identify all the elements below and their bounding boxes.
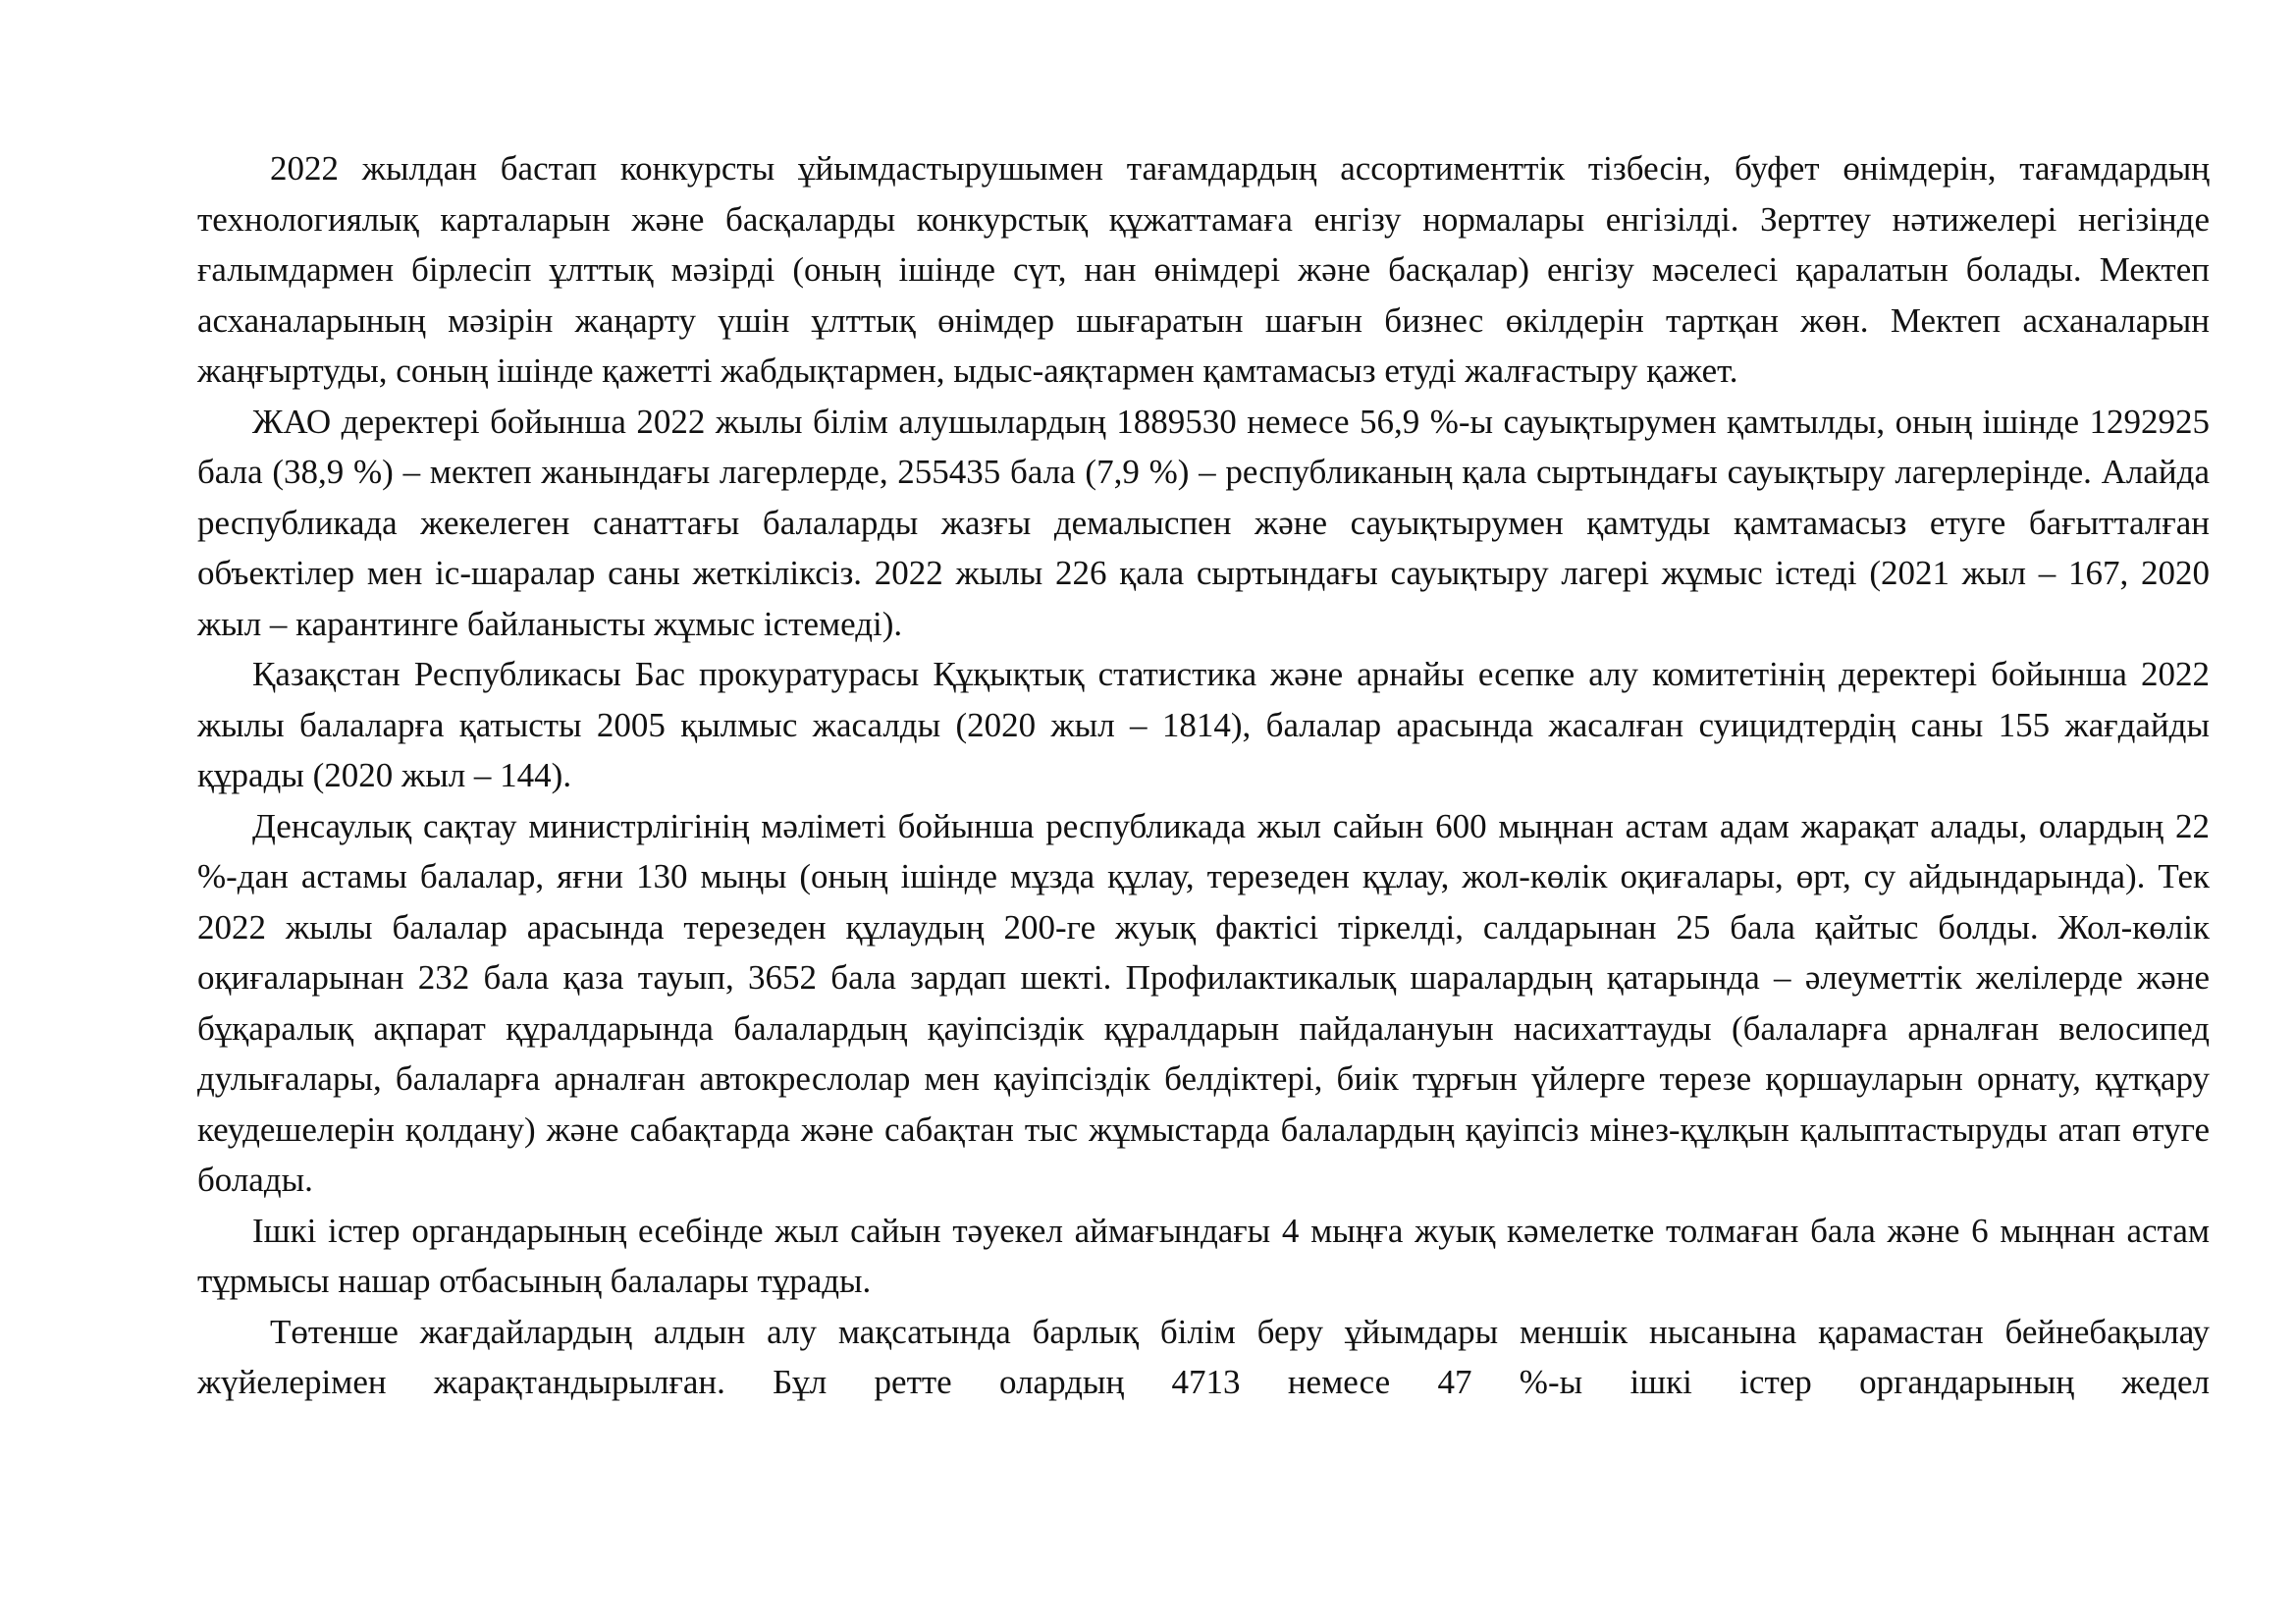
paragraph-video-surveillance: Төтенше жағдайлардың алдын алу мақсатында барлық білім беру ұйымдары меншік нысанына қарамастан бейнебақылау жүйелерімен жарақтандырылған. Бұл ретте олардың 4713 немесе 47 %-ы ішкі істер органдарының жедел — [197, 1312, 2210, 1401]
paragraph-risk-zone-children: Ішкі істер органдарының есебінде жыл сайын тәуекел аймағындағы 4 мыңға жуық кәмелетке толмаған бала және 6 мыңнан астам тұрмысы нашар отбасының балалары тұрады. — [197, 1211, 2210, 1300]
paragraph-child-injuries: Денсаулық сақтау министрлігінің мәліметі бойынша республикада жыл сайын 600 мыңнан астам адам жарақат алады, олардың 22 %-дан астамы балалар, яғни 130 мыңы (оның ішінде мұзда құлау, терезеден құлау, жол-көлік оқиғалары, өрт, су айдындарында). Тек 2022 жылы балалар арасында терезеден құлаудың 200-ге жуық фактісі тіркелді, салдарынан 25 бала қайтыс болды. Жол-көлік оқиғаларынан 232 бала қаза тауып, 3652 бала зардап шекті. Профилактикалық шаралардың қатарында – әлеуметтік желілерде және бұқаралық ақпарат құралдарында балалардың қауіпсіздік құралдарын пайдалануын насихаттауды (балаларға арналған велосипед дулығалары, балаларға арналған автокреслолар мен қауіпсіздік белдіктері, биік тұрғын үйлерге терезе қоршауларын орнату, құтқару кеудешелерін қолдану) және сабақтарда және сабақтан тыс жұмыстарда балалардың қауіпсіз мінез-құлқын қалыптастыруды атап өтуге болады. — [197, 806, 2210, 1199]
paragraph-school-canteen-menu: 2022 жылдан бастап конкурсты ұйымдастырушымен тағамдардың ассортименттік тізбесін, буфет өнімдерін, тағамдардың технологиялық карталарын және басқаларды конкурстық құжаттамаға енгізу нормалары енгізілді. Зерттеу нәтижелері негізінде ғалымдармен бірлесіп ұлттық мәзірді (оның ішінде сүт, нан өнімдері және басқалар) енгізу мәселесі қаралатын болады. Мектеп асханаларының мәзірін жаңарту үшін ұлттық өнімдер шығаратын шағын бизнес өкілдерін тартқан жөн. Мектеп асханаларын жаңғыртуды, соның ішінде қажетті жабдықтармен, ыдыс-аяқтармен қамтамасыз етуді жалғастыру қажет. — [197, 149, 2210, 390]
document-body — [197, 143, 2210, 1408]
paragraph-summer-recreation: ЖАО деректері бойынша 2022 жылы білім алушылардың 1889530 немесе 56,9 %-ы сауықтырумен қамтылды, оның ішінде 1292925 бала (38,9 %) – мектеп жанындағы лагерлерде, 255435 бала (7,9 %) – республиканың қала сыртындағы сауықтыру лагерлерінде. Алайда республикада жекелеген санаттағы балаларды жазғы демалыспен және сауықтырумен қамтуды қамтамасыз етуге бағытталған объектілер мен іс-шаралар саны жеткіліксіз. 2022 жылы 226 қала сыртындағы сауықтыру лагері жұмыс істеді (2021 жыл – 167, 2020 жыл – карантинге байланысты жұмыс істемеді). — [197, 402, 2210, 643]
paragraph-crime-statistics: Қазақстан Республикасы Бас прокуратурасы Құқықтық статистика және арнайы есепке алу комитетінің деректері бойынша 2022 жылы балаларға қатысты 2005 қылмыс жасалды (2020 жыл – 1814), балалар арасында жасалған суицидтердің саны 155 жағдайды құрады (2020 жыл – 144). — [197, 655, 2210, 794]
